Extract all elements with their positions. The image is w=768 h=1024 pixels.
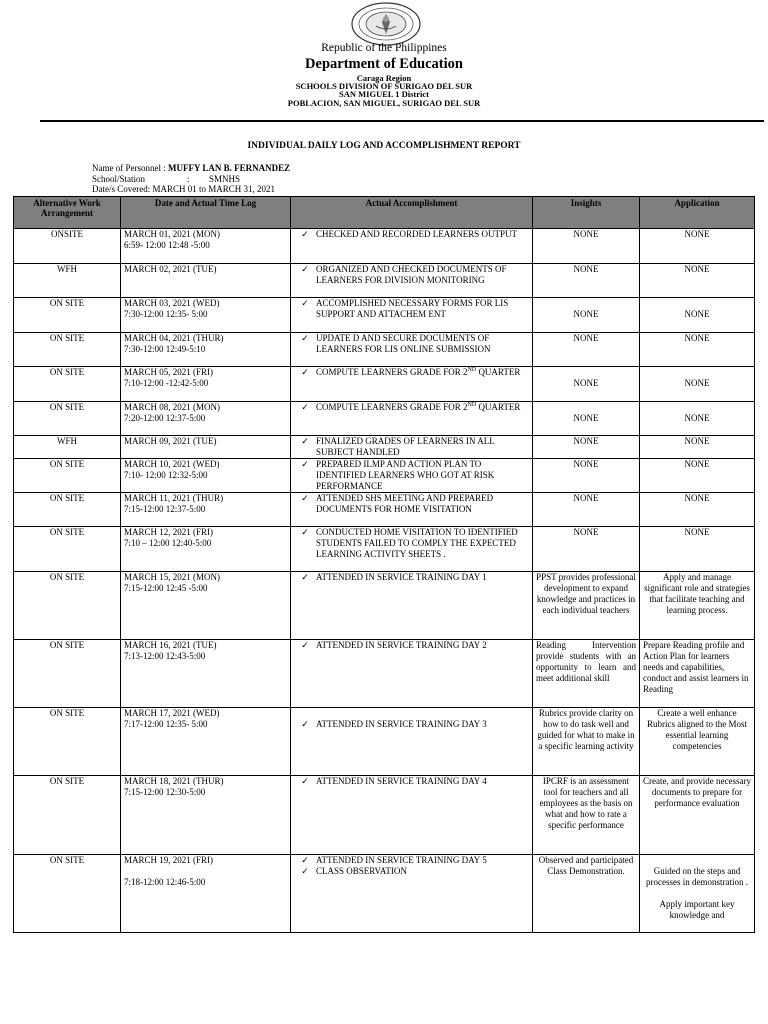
check-icon: ✓ [301, 367, 309, 377]
time-log-value: 7:18-12:00 12:46-5:00 [124, 877, 206, 887]
date-value: MARCH 19, 2021 (FRI) [124, 855, 214, 865]
table-row [14, 298, 755, 333]
date-cell [121, 264, 291, 298]
accomplishment-text: COMPUTE LEARNERS GRADE FOR 2ND QUARTER [316, 367, 521, 377]
application-value: Create a well enhance Rubrics aligned to the Most essential learning competencies [647, 708, 747, 751]
header-application: Application [640, 197, 755, 229]
table-row [14, 436, 755, 459]
insights-cell [533, 333, 640, 367]
time-log-value: 6:59- 12:00 12:48 -5:00 [124, 240, 210, 250]
date-value: MARCH 10, 2021 (WED) [124, 459, 220, 469]
line-gap [643, 298, 751, 309]
division-label: SCHOOLS DIVISION OF SURIGAO DEL SUR [295, 81, 473, 91]
arrangement-cell [14, 527, 121, 572]
accomplishment-cell [291, 436, 533, 459]
arrangement-cell [14, 264, 121, 298]
time-log-value: 7:15-12:00 12:37-5:00 [124, 504, 206, 514]
application-cell [640, 402, 755, 436]
accomplishment-table [13, 196, 755, 933]
accomplishment-text: CHECKED AND RECORDED LEARNERS OUTPUT [316, 229, 518, 239]
insights-value: NONE [573, 229, 599, 239]
insights-value: NONE [573, 493, 599, 503]
address-label: POBLACION, SAN MIGUEL, SURIGAO DEL SUR [287, 98, 481, 108]
table-row [14, 855, 755, 933]
date-cell [121, 855, 291, 933]
insights-value: Observed and participated Class Demonstration. [538, 855, 634, 876]
accomplishment-cell [291, 264, 533, 298]
check-icon: ✓ [301, 855, 309, 865]
date-value: MARCH 03, 2021 (WED) [124, 298, 220, 308]
time-log-value: 7:30-12:00 12:35- 5:00 [124, 309, 208, 319]
accomplishment-text: ATTENDED IN SERVICE TRAINING DAY 2 [316, 640, 487, 650]
application-value: NONE [684, 309, 710, 319]
application-cell [640, 367, 755, 402]
time-log-value: 7:10 – 12:00 12:40-5:00 [124, 538, 212, 548]
application-cell [640, 855, 755, 933]
table-row [14, 640, 755, 708]
accomplishment-text: ATTENDED IN SERVICE TRAINING DAY 5 [316, 855, 487, 865]
application-cell [640, 527, 755, 572]
republic-label: Republic of the Philippines [321, 42, 447, 54]
check-icon: ✓ [301, 640, 309, 650]
accomplishment-text: UPDATE D AND SECURE DOCUMENTS OF LEARNERS FOR LIS ONLINE SUBMISSION [316, 333, 491, 354]
accomplishment-text: COMPUTE LEARNERS GRADE FOR 2ND QUARTER [316, 402, 521, 412]
accomplishment-cell [291, 229, 533, 264]
accomplishment-item [294, 719, 529, 730]
application-value: Apply and manage significant role and strategies that facilitate teaching and learning process. [644, 572, 750, 615]
arrangement-value: ON SITE [49, 708, 85, 718]
accomplishment-text: ORGANIZED AND CHECKED DOCUMENTS OF LEARNERS FOR DIVISION MONITORING [316, 264, 507, 285]
date-value: MARCH 17, 2021 (WED) [124, 708, 220, 718]
superscript: ND [467, 367, 477, 373]
date-cell [121, 367, 291, 402]
school-line [92, 174, 241, 184]
insights-value: NONE [573, 309, 599, 319]
accomplishment-cell [291, 367, 533, 402]
district-label: SAN MIGUEL 1 District [339, 89, 429, 99]
application-cell [640, 708, 755, 776]
application-value: NONE [684, 436, 710, 446]
personnel-name-line [92, 164, 290, 173]
accomplishment-cell [291, 459, 533, 493]
date-value: MARCH 04, 2021 (THUR) [124, 333, 224, 343]
arrangement-cell [14, 493, 121, 527]
application-value: NONE [684, 527, 710, 537]
arrangement-value: WFH [57, 436, 77, 446]
insights-value: NONE [573, 264, 599, 274]
accomplishment-item [294, 264, 529, 286]
accomplishment-item [294, 640, 529, 651]
arrangement-cell [14, 776, 121, 855]
table-row [14, 572, 755, 640]
arrangement-value: ONSITE [51, 229, 83, 239]
table-row [14, 776, 755, 855]
date-cell [121, 402, 291, 436]
date-value: MARCH 18, 2021 (THUR) [124, 776, 224, 786]
check-icon: ✓ [301, 402, 309, 412]
insights-cell [533, 493, 640, 527]
table-row [14, 367, 755, 402]
date-value: MARCH 01, 2021 (MON) [124, 229, 221, 239]
date-cell [121, 572, 291, 640]
application-value: NONE [684, 413, 710, 423]
header-date: Date and Actual Time Log [121, 197, 291, 229]
table-row [14, 493, 755, 527]
region-label: Caraga Region [356, 73, 412, 83]
application-cell [640, 493, 755, 527]
application-value: NONE [684, 493, 710, 503]
date-cell [121, 527, 291, 572]
application-value: Create, and provide necessary documents to prepare for performance evaluation [643, 776, 751, 808]
arrangement-value: ON SITE [49, 640, 85, 650]
accomplishment-item [294, 402, 529, 413]
date-cell [121, 333, 291, 367]
insights-cell [533, 855, 640, 933]
insights-cell [533, 708, 640, 776]
application-cell [640, 436, 755, 459]
insights-value: NONE [573, 459, 599, 469]
arrangement-cell [14, 640, 121, 708]
date-cell [121, 459, 291, 493]
accomplishment-cell [291, 298, 533, 333]
dates-covered: Date/s Covered: MARCH 01 to MARCH 31, 2021 [92, 184, 275, 194]
insights-value: IPCRF is an assessment tool for teachers and all employees as the basis on what and how to rate a specific performance [539, 776, 633, 830]
check-icon: ✓ [301, 572, 309, 582]
insights-cell [533, 264, 640, 298]
accomplishment-item [294, 436, 529, 458]
check-icon: ✓ [301, 866, 309, 876]
arrangement-cell [14, 459, 121, 493]
time-log-value: 7:30-12:00 12:49-5:10 [124, 344, 206, 354]
check-icon: ✓ [301, 527, 309, 537]
accomplishment-text: ATTENDED IN SERVICE TRAINING DAY 3 [316, 719, 487, 729]
accomplishment-item [294, 527, 529, 560]
accomplishment-cell [291, 527, 533, 572]
arrangement-value: ON SITE [49, 493, 85, 503]
line-gap [536, 367, 636, 378]
date-cell [121, 640, 291, 708]
application-cell [640, 776, 755, 855]
date-value: MARCH 02, 2021 (TUE) [124, 264, 217, 274]
school-label: School/Station [92, 174, 146, 184]
date-cell [121, 298, 291, 333]
accomplishment-text: ATTENDED SHS MEETING AND PREPARED DOCUMENTS FOR HOME VISITATION [316, 493, 494, 514]
table-row [14, 333, 755, 367]
line-gap [643, 367, 751, 378]
line-gap [536, 298, 636, 309]
application-value: NONE [684, 459, 710, 469]
arrangement-value: ON SITE [49, 298, 85, 308]
date-value: MARCH 09, 2021 (TUE) [124, 436, 217, 446]
arrangement-value: ON SITE [49, 572, 85, 582]
table-row [14, 708, 755, 776]
date-value: MARCH 12, 2021 (FRI) [124, 527, 214, 537]
date-value: MARCH 15, 2021 (MON) [124, 572, 221, 582]
line-gap [536, 402, 636, 413]
date-value: MARCH 11, 2021 (THUR) [124, 493, 224, 503]
check-icon: ✓ [301, 436, 309, 446]
arrangement-value: ON SITE [49, 855, 85, 865]
superscript: ND [467, 402, 477, 408]
accomplishment-cell [291, 855, 533, 933]
table-row [14, 402, 755, 436]
date-cell [121, 708, 291, 776]
header-insights: Insights [533, 197, 640, 229]
date-value: MARCH 16, 2021 (TUE) [124, 640, 217, 650]
application-cell [640, 640, 755, 708]
application-value-2: Apply important key knowledge and [659, 899, 735, 920]
insights-value: PPST provides professional development to expand knowledge and practices in each individual teachers [536, 572, 636, 615]
accomplishment-text: FINALIZED GRADES OF LEARNERS IN ALL SUBJECT HANDLED [316, 436, 495, 457]
line-gap [643, 888, 751, 899]
report-title: INDIVIDUAL DAILY LOG AND ACCOMPLISHMENT REPORT [247, 141, 521, 151]
check-icon: ✓ [301, 776, 309, 786]
table-row [14, 527, 755, 572]
insights-value: NONE [573, 413, 599, 423]
date-cell [121, 776, 291, 855]
check-icon: ✓ [301, 298, 309, 308]
accomplishment-cell [291, 333, 533, 367]
insights-cell [533, 527, 640, 572]
personnel-name-label: Name of Personnel : [92, 163, 166, 173]
arrangement-cell [14, 333, 121, 367]
insights-cell [533, 229, 640, 264]
accomplishment-cell [291, 493, 533, 527]
accomplishment-text: ATTENDED IN SERVICE TRAINING DAY 1 [316, 572, 487, 582]
insights-cell [533, 640, 640, 708]
check-icon: ✓ [301, 333, 309, 343]
time-log-value: 7:20-12:00 12:37-5:00 [124, 413, 206, 423]
application-value: Guided on the steps and processes in demonstration . [646, 866, 748, 887]
time-log-value: 7:10-12:00 -12:42-5:00 [124, 378, 209, 388]
check-icon: ✓ [301, 493, 309, 503]
insights-value: Rubrics provide clarity on how to do task well and guided for what to make in a specific learning activity [537, 708, 635, 751]
insights-value: NONE [573, 378, 599, 388]
accomplishment-item [294, 298, 529, 320]
table-row [14, 264, 755, 298]
time-log-value: 7:15-12:00 12:30-5:00 [124, 787, 206, 797]
arrangement-value: ON SITE [49, 459, 85, 469]
application-value: NONE [684, 229, 710, 239]
arrangement-value: ON SITE [49, 776, 85, 786]
accomplishment-item [294, 459, 529, 492]
arrangement-cell [14, 367, 121, 402]
check-icon: ✓ [301, 229, 309, 239]
accomplishment-text: ATTENDED IN SERVICE TRAINING DAY 4 [316, 776, 487, 786]
time-log-value: 7:15-12:00 12:45 -5:00 [124, 583, 208, 593]
personnel-name: MUFFY LAN B. FERNANDEZ [167, 163, 291, 173]
accomplishment-cell [291, 640, 533, 708]
header-divider [40, 120, 764, 122]
accomplishment-item [294, 572, 529, 583]
date-value: MARCH 08, 2021 (MON) [124, 402, 221, 412]
accomplishment-item [294, 866, 529, 877]
arrangement-cell [14, 572, 121, 640]
insights-cell [533, 459, 640, 493]
department-title: Department of Education [305, 56, 463, 72]
date-cell [121, 229, 291, 264]
arrangement-cell [14, 229, 121, 264]
time-log-value: 7:10- 12:00 12:32-5:00 [124, 470, 208, 480]
arrangement-value: ON SITE [49, 527, 85, 537]
accomplishment-text: ACCOMPLISHED NECESSARY FORMS FOR LIS SUPPORT AND ATTACHEM ENT [316, 298, 509, 319]
line-gap [643, 855, 751, 866]
time-log-value: 7:17-12:00 12:35- 5:00 [124, 719, 208, 729]
application-cell [640, 298, 755, 333]
arrangement-value: ON SITE [49, 367, 85, 377]
accomplishment-item [294, 367, 529, 378]
arrangement-value: ON SITE [49, 402, 85, 412]
accomplishment-cell [291, 776, 533, 855]
table-row [14, 229, 755, 264]
table-header-row [14, 197, 755, 229]
insights-cell [533, 402, 640, 436]
insights-value: NONE [573, 333, 599, 343]
accomplishment-item [294, 229, 529, 240]
accomplishment-text: CONDUCTED HOME VISITATION TO IDENTIFIED STUDENTS FAILED TO COMPLY THE EXPECTED LEARNING ACTIVITY SHEETS . [316, 527, 518, 559]
check-icon: ✓ [301, 459, 309, 469]
accomplishment-cell [291, 402, 533, 436]
insights-cell [533, 436, 640, 459]
arrangement-cell [14, 855, 121, 933]
application-value: NONE [684, 378, 710, 388]
insights-cell [533, 776, 640, 855]
accomplishment-item [294, 855, 529, 866]
arrangement-value: WFH [57, 264, 77, 274]
date-value: MARCH 05, 2021 (FRI) [124, 367, 214, 377]
insights-value: Reading Intervention provide students with an opportunity to learn and meet additional skill [536, 640, 636, 683]
application-cell [640, 333, 755, 367]
check-icon: ✓ [301, 719, 309, 729]
accomplishment-item [294, 333, 529, 355]
arrangement-cell [14, 298, 121, 333]
check-icon: ✓ [301, 264, 309, 274]
application-cell [640, 572, 755, 640]
line-gap [294, 708, 529, 719]
application-value: NONE [684, 333, 710, 343]
accomplishment-item [294, 493, 529, 515]
application-cell [640, 229, 755, 264]
insights-cell [533, 298, 640, 333]
accomplishment-item [294, 776, 529, 787]
school-colon: : [187, 174, 190, 184]
accomplishment-text: PREPARED ILMP AND ACTION PLAN TO IDENTIFIED LEARNERS WHO GOT AT RISK PERFORMANCE [316, 459, 495, 491]
application-cell [640, 459, 755, 493]
application-value: Prepare Reading profile and Action Plan for learners needs and capabilities, conduct and assist learners in Reading [643, 640, 749, 694]
application-cell [640, 264, 755, 298]
school-value: SMNHS [209, 174, 241, 184]
accomplishment-text: CLASS OBSERVATION [316, 866, 407, 876]
accomplishment-cell [291, 708, 533, 776]
time-log-value: 7:13-12:00 12:43-5:00 [124, 651, 206, 661]
arrangement-cell [14, 708, 121, 776]
line-gap [643, 402, 751, 413]
application-value: NONE [684, 264, 710, 274]
table-row [14, 459, 755, 493]
line-gap [124, 866, 287, 877]
insights-value: NONE [573, 436, 599, 446]
deped-seal-icon [350, 2, 422, 46]
insights-value: NONE [573, 527, 599, 537]
header-arrangement: Alternative Work Arrangement [14, 197, 121, 229]
arrangement-cell [14, 402, 121, 436]
header-accomplishment: Actual Accomplishment [291, 197, 533, 229]
date-cell [121, 436, 291, 459]
insights-cell [533, 572, 640, 640]
accomplishment-cell [291, 572, 533, 640]
insights-cell [533, 367, 640, 402]
arrangement-cell [14, 436, 121, 459]
arrangement-value: ON SITE [49, 333, 85, 343]
date-cell [121, 493, 291, 527]
